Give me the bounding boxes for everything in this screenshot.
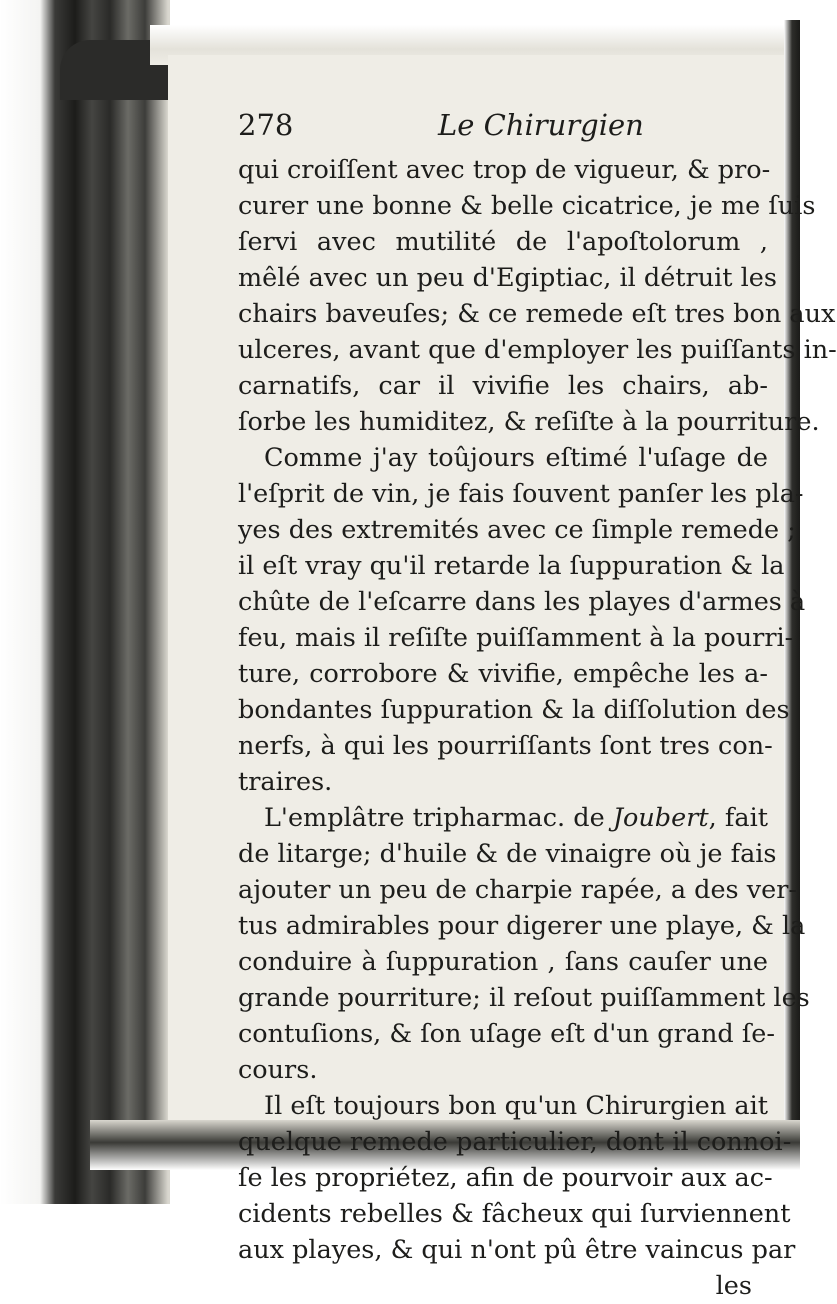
text-line: cours.: [238, 1055, 318, 1085]
text-line: chûte de l'eſcarre dans les playes d'armes à: [238, 587, 806, 617]
text-line: conduire à ſuppuration , ſans cauſer une: [238, 947, 768, 977]
text-line: chairs baveuſes; & ce remede eſt tres bon aux: [238, 299, 836, 329]
text-line: ture, corrobore & vivifie, empêche les a-: [238, 659, 768, 689]
text-line: cidents rebelles & fâcheux qui ſurviennent: [238, 1199, 791, 1229]
page-text-block: [238, 108, 837, 1304]
text-line: Comme j'ay toûjours eſtimé l'uſage de: [264, 443, 768, 473]
page-number: 278: [238, 108, 294, 142]
text-line: feu, mais il reſiſte puiſſamment à la pourri-: [238, 623, 794, 653]
text-line: tus admirables pour digerer une playe, & la: [238, 911, 806, 941]
running-title: Le Chirurgien: [438, 108, 644, 142]
text-line: ſervi avec mutilité de l'apoſtolorum ,: [238, 227, 768, 257]
text-line: de litarge; d'huile & de vinaigre où je fais: [238, 839, 777, 869]
text-line: contuſions, & ſon uſage eſt d'un grand ſe-: [238, 1019, 775, 1049]
text-line: bondantes ſuppuration & la diſſolution des: [238, 695, 790, 725]
book-spine-edge: [0, 0, 170, 1204]
text-line: nerfs, à qui les pourriſſants ſont tres con-: [238, 731, 773, 761]
text-line: Il eſt toujours bon qu'un Chirurgien ait: [264, 1091, 768, 1121]
author-name: Joubert: [612, 803, 709, 833]
text-line: ulceres, avant que d'employer les puiſſants in-: [238, 335, 837, 365]
text-line: qui croiſſent avec trop de vigueur, & pro-: [238, 155, 771, 185]
catchword: les: [715, 1271, 752, 1301]
text-line: l'eſprit de vin, je fais ſouvent panſer les pla-: [238, 479, 804, 509]
page-header: [238, 108, 768, 152]
text-line: curer une bonne & belle cicatrice, je me ſuis: [238, 191, 816, 221]
text-line: ajouter un peu de charpie rapée, a des ver-: [238, 875, 798, 905]
text-line: ſe les propriétez, afin de pourvoir aux ac-: [238, 1163, 773, 1193]
text-line: il eſt vray qu'il retarde la ſuppuration & la: [238, 551, 785, 581]
text-line: traires.: [238, 767, 333, 797]
text-line: mêlé avec un peu d'Egiptiac, il détruit les: [238, 263, 777, 293]
text-line: yes des extremités avec ce ſimple remede ;: [238, 515, 796, 545]
text-line: ſorbe les humiditez, & reſiſte à la pourriture.: [238, 407, 820, 437]
text-line: grande pourriture; il reſout puiſſamment les: [238, 983, 810, 1013]
text-line: quelque remede particulier, dont il connoi-: [238, 1127, 792, 1157]
text-line: L'emplâtre tripharmac. de Joubert, fait: [264, 803, 768, 833]
text-line: carnatifs, car il vivifie les chairs, ab-: [238, 371, 768, 401]
body-text: [238, 152, 837, 1268]
text-line: aux playes, & qui n'ont pû être vaincus par: [238, 1235, 796, 1265]
